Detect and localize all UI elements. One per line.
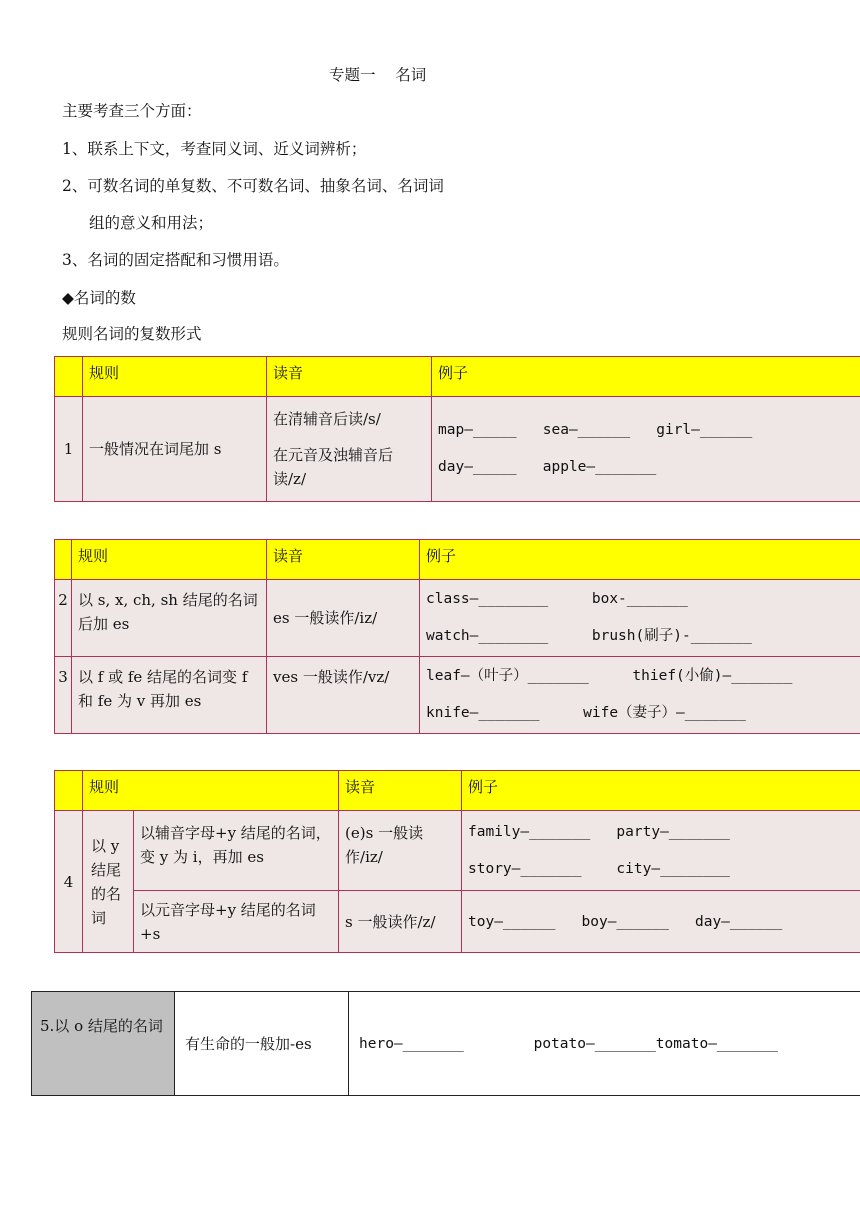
example-line: watch—________ brush(刷子)-_______ <box>426 628 752 644</box>
section-heading: ◆名词的数 <box>62 289 136 307</box>
sound-cell: 有生命的一般加-es <box>175 992 349 1096</box>
row-number: 2 <box>55 580 72 657</box>
intro-heading: 主要考查三个方面： <box>62 102 202 120</box>
sound-cell <box>267 397 432 502</box>
plural-table-2 <box>54 539 860 734</box>
page-title: 专题一 名词 <box>329 66 427 84</box>
plural-table-4 <box>31 991 860 1096</box>
example-line: leaf—（叶子）_______ thief(小偷)—_______ <box>426 668 793 684</box>
example-line: toy—______ boy—______ day—______ <box>468 913 783 930</box>
sound-line: 在清辅音后读/s/ <box>273 410 381 428</box>
sound-cell: s 一般读作/z/ <box>339 891 462 953</box>
rule-cell: 5.以 o 结尾的名词 <box>32 992 175 1096</box>
header-example: 例子 <box>420 540 860 580</box>
row-number: 4 <box>55 811 83 953</box>
example-line: day—_____ apple—_______ <box>438 459 657 475</box>
example-cell <box>462 891 860 953</box>
header-example: 例子 <box>432 357 860 397</box>
example-line: class—________ box-_______ <box>426 591 688 607</box>
sound-cell: ves 一般读作/vz/ <box>267 657 420 734</box>
header-sound: 读音 <box>267 357 432 397</box>
header-rule: 规则 <box>83 357 267 397</box>
example-line: story—_______ city—________ <box>468 860 730 877</box>
rule-cell: 以 s, x, ch, sh 结尾的名词后加 es <box>72 580 267 657</box>
header-sound: 读音 <box>339 771 462 811</box>
rule-cell: 一般情况在词尾加 s <box>83 397 267 502</box>
rule-cell: 以 y 结尾的名词 <box>83 811 134 953</box>
plural-table-3 <box>54 770 860 953</box>
subsection-heading: 规则名词的复数形式 <box>62 325 202 343</box>
header-rule: 规则 <box>83 771 339 811</box>
sound-cell: es 一般读作/iz/ <box>267 580 420 657</box>
example-cell <box>432 397 860 502</box>
intro-item-3: 3、名词的固定搭配和习惯用语。 <box>62 251 289 269</box>
row-number: 1 <box>55 397 83 502</box>
header-blank <box>55 771 83 811</box>
sound-line: 在元音及浊辅音后读/z/ <box>273 446 394 488</box>
example-line: knife—_______ wife（妻子）—_______ <box>426 705 746 721</box>
header-sound: 读音 <box>267 540 420 580</box>
example-cell <box>420 657 860 734</box>
header-blank <box>55 540 72 580</box>
example-cell <box>462 811 860 891</box>
example-line: hero—_______ potato—_______tomato—_______ <box>359 1035 779 1052</box>
intro-item-2-cont: 组的意义和用法； <box>89 214 214 232</box>
example-line: map—_____ sea—______ girl—______ <box>438 422 753 438</box>
intro-item-2: 2、可数名词的单复数、不可数名词、抽象名词、名词词 <box>62 177 444 195</box>
plural-table-1 <box>54 356 860 502</box>
header-rule: 规则 <box>72 540 267 580</box>
rule-cell: 以 f 或 fe 结尾的名词变 f 和 fe 为 v 再加 es <box>72 657 267 734</box>
sub-rule-cell: 以元音字母+y 结尾的名词 +s <box>134 891 339 953</box>
header-blank <box>55 357 83 397</box>
example-cell <box>420 580 860 657</box>
intro-item-1: 1、联系上下文，考查同义词、近义词辨析； <box>62 140 367 158</box>
example-line: family—_______ party—_______ <box>468 823 730 840</box>
sound-cell: (e)s 一般读作/iz/ <box>339 811 462 891</box>
row-number: 3 <box>55 657 72 734</box>
example-cell <box>349 992 860 1096</box>
header-example: 例子 <box>462 771 860 811</box>
sub-rule-cell: 以辅音字母+y 结尾的名词，变 y 为 i，再加 es <box>134 811 339 891</box>
